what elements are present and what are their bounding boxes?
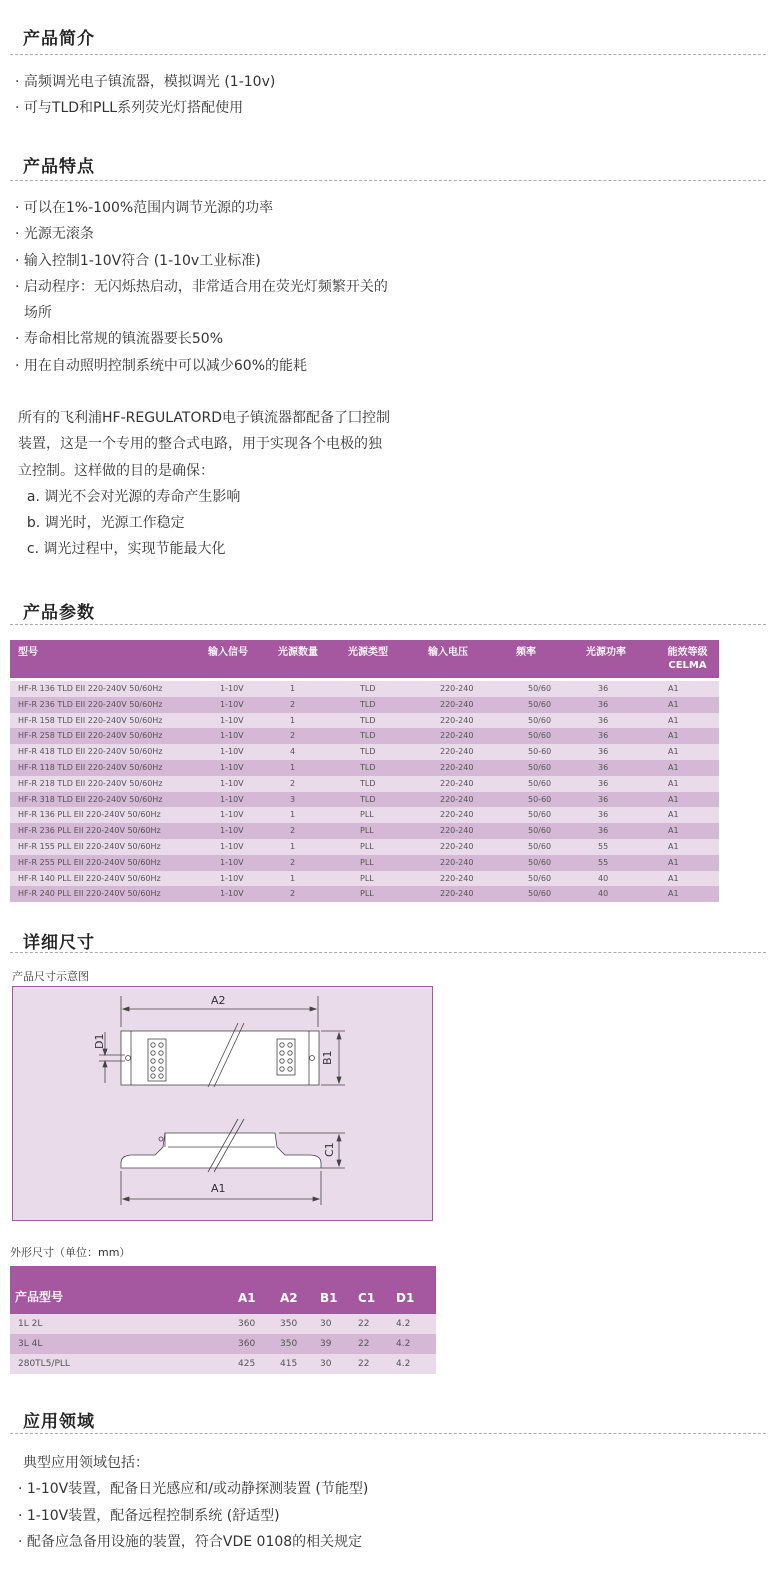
table-cell: 50-60	[516, 744, 586, 760]
dim-header-c1: C1	[358, 1266, 396, 1314]
label-c1: C1	[323, 1142, 336, 1157]
table-cell: A1	[656, 823, 719, 839]
description-line: b. 调光时，光源工作稳定	[18, 515, 185, 532]
divider	[10, 1433, 766, 1434]
table-cell: 2	[278, 728, 348, 744]
table-cell: HF-R 236 TLD EII 220-240V 50/60Hz	[10, 697, 208, 713]
table-cell: 220-240	[428, 807, 516, 823]
table-cell: PLL	[348, 871, 428, 887]
table-cell: 220-240	[428, 839, 516, 855]
table-row	[10, 776, 719, 792]
dimension-drawing	[13, 987, 432, 1220]
table-cell: 50-60	[516, 792, 586, 808]
b1-arrow-top	[337, 1033, 341, 1039]
table-cell: 350	[280, 1334, 320, 1354]
table-cell: 50/60	[516, 728, 586, 744]
table-cell: 1-10V	[208, 886, 278, 902]
table-cell: TLD	[348, 776, 428, 792]
divider	[10, 180, 766, 181]
intro-line: · 可与TLD和PLL系列荧光灯搭配使用	[15, 100, 244, 117]
table-cell: 40	[586, 886, 656, 902]
a2-arrow-left	[123, 1007, 129, 1011]
params-body	[10, 678, 719, 902]
table-cell: 36	[586, 807, 656, 823]
table-cell: HF-R 236 PLL EII 220-240V 50/60Hz	[10, 823, 208, 839]
table-cell: A1	[656, 871, 719, 887]
table-cell: 220-240	[428, 760, 516, 776]
table-cell: 50/60	[516, 871, 586, 887]
table-cell: 1	[278, 871, 348, 887]
table-cell: 1	[278, 807, 348, 823]
application-line: 典型应用领域包括：	[23, 1455, 149, 1471]
table-cell: 30	[320, 1354, 358, 1374]
label-b1: B1	[321, 1050, 334, 1065]
table-cell: 280TL5/PLL	[10, 1354, 238, 1374]
table-cell: 36	[586, 728, 656, 744]
table-cell: PLL	[348, 807, 428, 823]
table-row	[10, 744, 719, 760]
table-cell: HF-R 258 TLD EII 220-240V 50/60Hz	[10, 728, 208, 744]
table-row	[10, 871, 719, 887]
table-cell: PLL	[348, 855, 428, 871]
table-row	[10, 1314, 436, 1334]
params-header-celma: CELMA	[668, 660, 707, 671]
table-cell: 220-240	[428, 744, 516, 760]
table-cell: 1-10V	[208, 807, 278, 823]
table-cell: 50/60	[516, 713, 586, 729]
table-cell: 1-10V	[208, 728, 278, 744]
table-cell: 1-10V	[208, 823, 278, 839]
table-cell: HF-R 240 PLL EII 220-240V 50/60Hz	[10, 886, 208, 902]
table-cell: A1	[656, 697, 719, 713]
table-cell: 50/60	[516, 697, 586, 713]
table-cell: HF-R 158 TLD EII 220-240V 50/60Hz	[10, 713, 208, 729]
table-row	[10, 697, 719, 713]
table-cell: 1-10V	[208, 760, 278, 776]
intro-list	[15, 69, 275, 122]
table-cell: A1	[656, 760, 719, 776]
feature-list	[15, 195, 388, 379]
ballast-side-view	[121, 1133, 321, 1168]
label-a2: A2	[211, 994, 226, 1007]
table-cell: 36	[586, 792, 656, 808]
description-line: c. 调光过程中，实现节能最大化	[18, 541, 226, 558]
table-cell: HF-R 140 PLL EII 220-240V 50/60Hz	[10, 871, 208, 887]
table-cell: 220-240	[428, 776, 516, 792]
feature-line: · 寿命相比常规的镇流器要长50%	[15, 331, 224, 348]
table-cell: 1-10V	[208, 697, 278, 713]
table-cell: A1	[656, 776, 719, 792]
table-cell: 3	[278, 792, 348, 808]
table-row	[10, 1334, 436, 1354]
table-cell: HF-R 136 PLL EII 220-240V 50/60Hz	[10, 807, 208, 823]
table-cell: 360	[238, 1314, 280, 1334]
diagram-caption: 产品尺寸示意图	[12, 970, 89, 983]
label-d1: D1	[93, 1033, 106, 1049]
table-cell: TLD	[348, 697, 428, 713]
table-cell: 1	[278, 681, 348, 697]
table-cell: 36	[586, 713, 656, 729]
table-cell: 50/60	[516, 823, 586, 839]
table-row	[10, 839, 719, 855]
params-header-model: 型号	[10, 640, 208, 678]
section-title-intro: 产品简介	[23, 29, 95, 49]
table-cell: 360	[238, 1334, 280, 1354]
table-row	[10, 713, 719, 729]
table-row	[10, 886, 719, 902]
side-view-hole	[159, 1137, 163, 1141]
table-cell: 220-240	[428, 713, 516, 729]
table-cell: 220-240	[428, 728, 516, 744]
table-row	[10, 760, 719, 776]
table-cell: 220-240	[428, 681, 516, 697]
table-cell: A1	[656, 728, 719, 744]
table-row	[10, 807, 719, 823]
table-cell: 36	[586, 760, 656, 776]
table-cell: 50/60	[516, 681, 586, 697]
dim-header-model: 产品型号	[10, 1266, 238, 1314]
table-cell: 50/60	[516, 839, 586, 855]
table-cell: HF-R 155 PLL EII 220-240V 50/60Hz	[10, 839, 208, 855]
table-cell: 36	[586, 823, 656, 839]
table-cell: 2	[278, 776, 348, 792]
application-list	[18, 1450, 368, 1555]
table-cell: 1-10V	[208, 839, 278, 855]
description-line: a. 调光不会对光源的寿命产生影响	[18, 488, 241, 505]
table-row	[10, 792, 719, 808]
a2-arrow-right	[310, 1007, 316, 1011]
table-cell: TLD	[348, 681, 428, 697]
table-cell: TLD	[348, 760, 428, 776]
dim-table-caption: 外形尺寸（单位：mm）	[10, 1246, 131, 1259]
table-cell: TLD	[348, 792, 428, 808]
table-cell: 4.2	[396, 1334, 436, 1354]
table-cell: 2	[278, 823, 348, 839]
intro-line: · 高频调光电子镇流器，模拟调光 (1-10v)	[15, 74, 276, 90]
table-cell: TLD	[348, 744, 428, 760]
table-cell: 2	[278, 697, 348, 713]
table-cell: A1	[656, 886, 719, 902]
params-header-row	[10, 640, 719, 678]
dim-table	[10, 1266, 436, 1374]
dim-header-a1: A1	[238, 1266, 280, 1314]
section-title-applications: 应用领域	[23, 1412, 95, 1432]
table-cell: 22	[358, 1334, 396, 1354]
table-cell: 220-240	[428, 697, 516, 713]
table-cell: A1	[656, 681, 719, 697]
table-cell: HF-R 318 TLD EII 220-240V 50/60Hz	[10, 792, 208, 808]
section-title-params: 产品参数	[23, 603, 95, 623]
table-cell: 55	[586, 855, 656, 871]
table-cell: A1	[656, 713, 719, 729]
a1-arrow-right	[313, 1197, 319, 1201]
table-cell: 1-10V	[208, 792, 278, 808]
table-cell: 40	[586, 871, 656, 887]
table-cell: A1	[656, 839, 719, 855]
table-cell: PLL	[348, 839, 428, 855]
table-cell: 4	[278, 744, 348, 760]
dim-header-b1: B1	[320, 1266, 358, 1314]
table-cell: 55	[586, 839, 656, 855]
a1-arrow-left	[123, 1197, 129, 1201]
table-cell: A1	[656, 807, 719, 823]
table-cell: A1	[656, 855, 719, 871]
table-row	[10, 823, 719, 839]
divider	[10, 624, 766, 625]
table-cell: 2	[278, 886, 348, 902]
table-cell: HF-R 218 TLD EII 220-240V 50/60Hz	[10, 776, 208, 792]
table-cell: 1-10V	[208, 681, 278, 697]
table-cell: 1	[278, 839, 348, 855]
table-cell: PLL	[348, 823, 428, 839]
feature-line: · 用在自动照明控制系统中可以减少60%的能耗	[15, 357, 308, 374]
table-cell: 425	[238, 1354, 280, 1374]
table-cell: 1-10V	[208, 855, 278, 871]
description	[18, 405, 390, 563]
b1-arrow-bottom	[337, 1077, 341, 1083]
application-line: · 1-10V装置，配备远程控制系统 (舒适型)	[18, 1507, 280, 1524]
params-header-input-signal: 输入信号	[208, 640, 278, 678]
description-line: 立控制。这样做的目的是确保：	[18, 462, 214, 479]
section-title-features: 产品特点	[23, 157, 95, 177]
table-cell: 36	[586, 697, 656, 713]
table-cell: 36	[586, 744, 656, 760]
table-cell: 50/60	[516, 886, 586, 902]
table-cell: 22	[358, 1314, 396, 1334]
feature-line: 场所	[15, 305, 52, 322]
table-cell: 4.2	[396, 1314, 436, 1334]
table-row	[10, 1354, 436, 1374]
table-cell: 220-240	[428, 792, 516, 808]
params-header-power: 光源功率	[586, 640, 656, 678]
feature-line: · 可以在1%-100%范围内调节光源的功率	[15, 200, 274, 216]
application-line: · 配备应急备用设施的装置，符合VDE 0108的相关规定	[18, 1533, 363, 1550]
table-cell: 3L 4L	[10, 1334, 238, 1354]
description-line: 所有的飞利浦HF-REGULATORD电子镇流器都配备了囗控制	[18, 410, 390, 426]
table-cell: 220-240	[428, 886, 516, 902]
table-cell: 50/60	[516, 807, 586, 823]
table-cell: 1	[278, 760, 348, 776]
table-cell: 1-10V	[208, 713, 278, 729]
table-cell: HF-R 418 TLD EII 220-240V 50/60Hz	[10, 744, 208, 760]
params-table	[10, 640, 719, 902]
dim-header-d1: D1	[396, 1266, 436, 1314]
params-header-frequency: 频率	[516, 640, 586, 678]
c1-arrow-top	[337, 1135, 341, 1141]
divider	[10, 54, 766, 55]
table-cell: PLL	[348, 886, 428, 902]
label-a1: A1	[211, 1182, 226, 1195]
table-cell: 1-10V	[208, 871, 278, 887]
table-cell: 50/60	[516, 760, 586, 776]
table-cell: 4.2	[396, 1354, 436, 1374]
description-line: 装置，这是一个专用的整合式电路，用于实现各个电极的独	[18, 436, 382, 453]
dimension-diagram	[12, 986, 433, 1221]
table-cell: A1	[656, 792, 719, 808]
table-cell: 39	[320, 1334, 358, 1354]
table-cell: 50/60	[516, 855, 586, 871]
table-cell: 50/60	[516, 776, 586, 792]
table-cell: TLD	[348, 728, 428, 744]
feature-line: · 启动程序：无闪烁热启动，非常适合用在荧光灯频繁开关的	[15, 278, 388, 295]
table-cell: 220-240	[428, 823, 516, 839]
table-cell: 220-240	[428, 871, 516, 887]
table-cell: 30	[320, 1314, 358, 1334]
table-row	[10, 681, 719, 697]
table-cell: HF-R 255 PLL EII 220-240V 50/60Hz	[10, 855, 208, 871]
table-cell: HF-R 118 TLD EII 220-240V 50/60Hz	[10, 760, 208, 776]
c1-arrow-bottom	[337, 1160, 341, 1166]
d1-arrow-bottom	[103, 1061, 107, 1067]
table-cell: 350	[280, 1314, 320, 1334]
table-cell: 36	[586, 776, 656, 792]
table-cell: HF-R 136 TLD EII 220-240V 50/60Hz	[10, 681, 208, 697]
params-header-voltage: 输入电压	[428, 640, 516, 678]
table-cell: TLD	[348, 713, 428, 729]
table-row	[10, 855, 719, 871]
feature-line: · 输入控制1-10V符合 (1-10v工业标准)	[15, 252, 261, 269]
dim-body	[10, 1314, 436, 1374]
params-header-efficiency	[656, 640, 719, 678]
table-cell: 1	[278, 713, 348, 729]
table-cell: A1	[656, 744, 719, 760]
table-cell: 2	[278, 855, 348, 871]
params-header-lamp-type: 光源类型	[348, 640, 428, 678]
table-cell: 1-10V	[208, 744, 278, 760]
table-cell: 220-240	[428, 855, 516, 871]
table-row	[10, 728, 719, 744]
feature-line: · 光源无滚条	[15, 226, 94, 243]
table-cell: 415	[280, 1354, 320, 1374]
params-header-efficiency-label: 能效等级	[667, 647, 708, 658]
params-header-lamp-count: 光源数量	[278, 640, 348, 678]
application-line: · 1-10V装置，配备日光感应和/或动静探测装置 (节能型)	[18, 1481, 369, 1498]
divider	[10, 952, 766, 953]
table-cell: 36	[586, 681, 656, 697]
table-cell: 1-10V	[208, 776, 278, 792]
dim-header-a2: A2	[280, 1266, 320, 1314]
dim-header-row	[10, 1266, 436, 1314]
table-cell: 1L 2L	[10, 1314, 238, 1334]
section-title-dimensions: 详细尺寸	[23, 933, 95, 953]
table-cell: 22	[358, 1354, 396, 1374]
